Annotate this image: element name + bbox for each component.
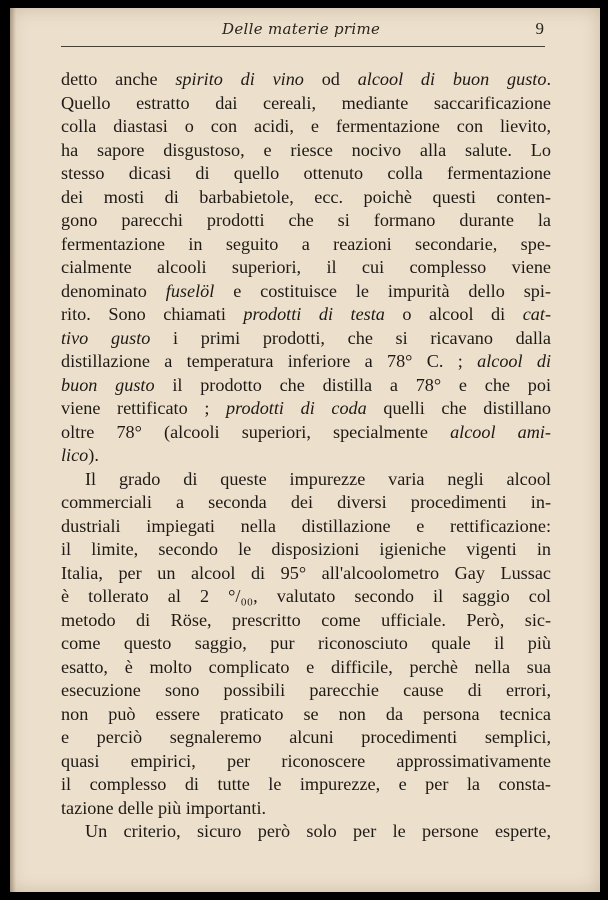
text-span: ha sapore disgustoso, e riesce nocivo alla salute. Lo [61,139,551,160]
body-text [61,68,551,844]
italic-term: lico [61,445,89,465]
text-line [61,186,551,210]
text-line [61,491,551,515]
text-line [61,115,551,139]
text-span: dei mosti di barbabietole, ecc. poichè questi conten- [61,186,551,207]
italic-term: alcool ami- [450,421,551,442]
text-span: Un criterio, sicuro però solo per le persone esperte, [85,821,551,841]
italic-term: prodotti di coda [226,398,367,418]
text-span: commerciali a seconda dei diversi procedimenti in- [61,492,551,512]
text-span: Il grado di queste impurezze varia negli alcool [85,468,551,489]
text-line [61,679,551,703]
page-header [10,8,600,56]
text-line [61,609,551,633]
text-span: quelli che distillano [366,398,551,418]
header-rule [61,46,545,47]
text-span: ). [88,445,99,465]
text-span: e perciò segnaleremo alcuni procedimenti semplici, [61,727,551,747]
italic-term: alcool di buon gusto [357,69,547,89]
text-line [61,444,551,468]
page-number: 9 [535,19,544,38]
text-line [61,162,551,186]
text-span: come questo saggio, pur riconosciuto quale il più [61,633,551,653]
text-line [61,68,551,92]
text-span: quasi empirici, per riconoscere approssimativamente [61,750,551,771]
text-span: viene rettificato ; [61,398,227,418]
text-line [61,397,551,421]
text-line [61,656,551,680]
text-span: esatto, è molto complicato e difficile, perchè nella sua [61,656,551,677]
italic-term: prodotti di testa [243,304,385,324]
text-line [61,726,551,750]
text-span: metodo di Röse, prescritto come ufficiale. Però, sic- [61,609,551,630]
text-span: Quello estratto dai cereali, mediante saccarificazione [61,92,551,113]
text-span: il prodotto che distilla a 78° e che poi [154,374,551,395]
text-span: cialmente alcooli superiori, il cui complesso viene [61,257,551,277]
text-line [61,421,551,445]
text-line [61,139,551,163]
text-span: i primi prodotti, che si ricavano dalla [150,327,551,348]
text-span: dustriali impiegati nella distillazione e rettificazione: [61,515,551,536]
text-span: tazione delle più importanti. [61,797,267,818]
text-span: od [303,69,358,89]
text-span: stesso dicasi di quello ottenuto colla fermentazione [61,163,551,183]
text-line [61,209,551,233]
text-line [61,280,551,304]
italic-term: alcool di [477,351,551,371]
text-span: colla diastasi o con acidi, e fermentazione con lievito, [61,116,551,136]
text-line [61,773,551,797]
text-span: . [546,69,551,89]
book-page [10,8,600,892]
text-line [61,750,551,774]
text-span: Italia, per un alcool di 95° all'alcoolometro Gay Lussac [61,562,551,583]
text-line [61,92,551,116]
text-span: detto anche [61,69,176,89]
text-line [61,350,551,374]
italic-term: fuselöl [165,280,215,301]
page-binding-shadow [10,8,16,892]
text-line [61,585,551,609]
text-line [61,797,551,821]
italic-term: tivo gusto [61,327,151,348]
text-span: denominato [61,280,166,301]
italic-term: buon gusto [61,374,155,395]
text-line [61,632,551,656]
text-span: e costituisce le impurità dello spi- [214,280,551,301]
text-line [61,327,551,351]
text-span: rito. Sono chiamati [61,304,244,324]
text-span: gono parecchi prodotti che si formano durante la [61,210,551,230]
text-span: il limite, secondo le disposizioni igieniche vigenti in [61,539,551,559]
text-line [61,233,551,257]
text-line [61,468,551,492]
text-span: esecuzione sono possibili parecchie cause di errori, [61,680,551,700]
text-line [61,374,551,398]
italic-term: spirito di vino [175,69,304,89]
italic-term: cat- [522,304,551,324]
text-span: il complesso di tutte le impurezze, e per la consta- [61,774,551,794]
text-span: non può essere praticato se non da persona tecnica [61,703,551,724]
text-line [61,303,551,327]
running-head: Delle materie prime [222,20,381,38]
text-span: è tollerato al 2 °/₀₀, valutato secondo il saggio col [61,586,551,606]
text-line [61,703,551,727]
text-line [61,538,551,562]
text-span: oltre 78° (alcooli superiori, specialmente [61,421,451,442]
text-span: distillazione a temperatura inferiore a 78° C. ; [61,351,478,371]
text-line [61,562,551,586]
text-span: o alcool di [384,304,523,324]
text-line [61,515,551,539]
text-span: fermentazione in seguito a reazioni secondarie, spe- [61,233,551,254]
text-line [61,820,551,844]
text-line [61,256,551,280]
